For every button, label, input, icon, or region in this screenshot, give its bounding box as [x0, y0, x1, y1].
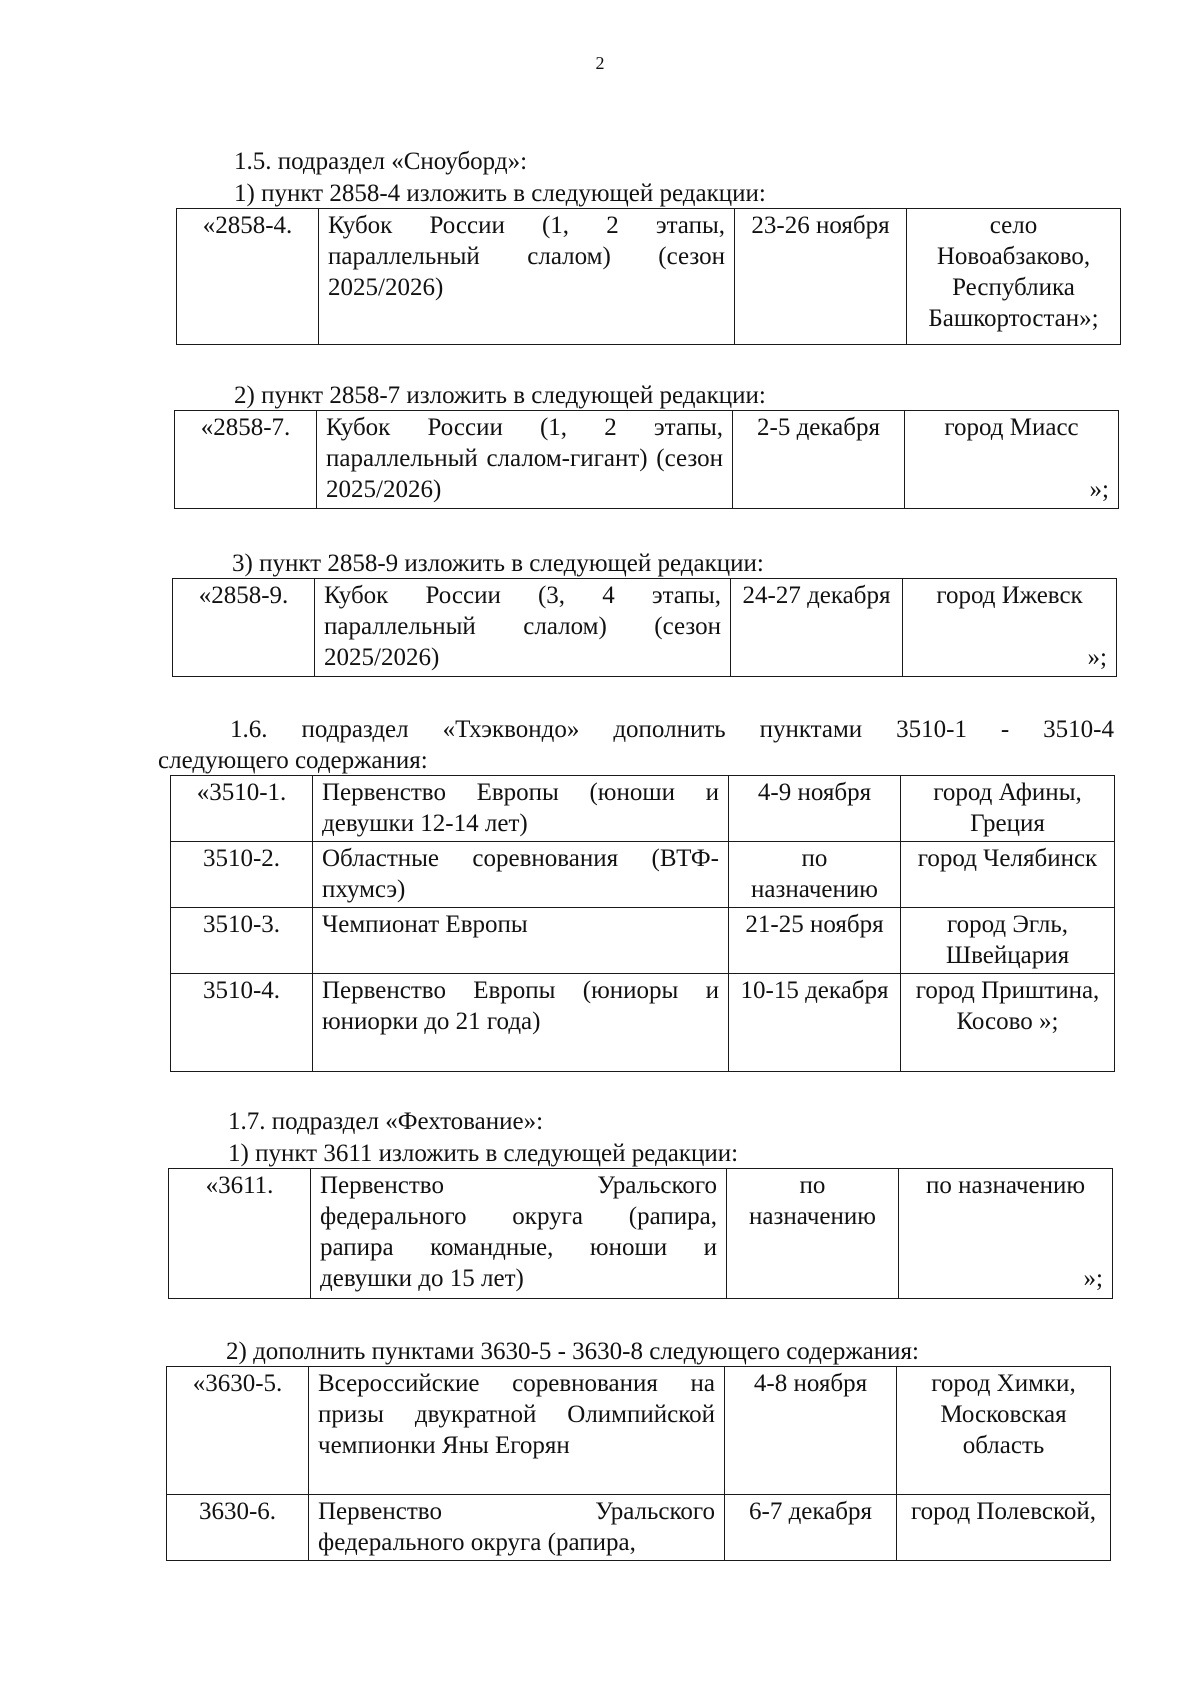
row-date: по назначению	[727, 1169, 899, 1299]
row-place: город Афины, Греция	[901, 776, 1115, 842]
table-row	[167, 1495, 1111, 1561]
item-intro: 2) дополнить пунктами 3630-5 - 3630-8 следующего содержания:	[226, 1338, 919, 1365]
row-number: 3510-4.	[171, 974, 313, 1072]
row-event: Кубок России (1, 2 этапы, параллельный слалом-гигант) (сезон 2025/2026)	[317, 411, 733, 509]
table-row	[171, 842, 1115, 908]
row-event: Кубок России (3, 4 этапы, параллельный слалом) (сезон 2025/2026)	[315, 579, 731, 677]
section-heading-taekwondo: 1.6. подраздел «Тхэквондо» дополнить пунктами 3510-1 - 3510-4	[230, 716, 1114, 743]
table-row	[171, 974, 1115, 1072]
table-row	[171, 908, 1115, 974]
closing-quote: »;	[1089, 476, 1109, 503]
table-row	[167, 1367, 1111, 1495]
row-number: 3630-6.	[167, 1495, 309, 1561]
entry-table-3510	[170, 775, 1115, 1072]
item-intro: 1) пункт 2858-4 изложить в следующей редакции:	[234, 180, 766, 207]
row-place: село Новоабзаково, Республика Башкортостан»;	[907, 209, 1121, 345]
place-text: город Миасс	[944, 414, 1079, 441]
row-event: Чемпионат Европы	[313, 908, 729, 974]
row-date: 4-8 ноября	[725, 1367, 897, 1495]
item-intro: 2) пункт 2858-7 изложить в следующей редакции:	[234, 382, 766, 409]
row-date: 2-5 декабря	[733, 411, 905, 509]
table-row	[175, 411, 1119, 509]
row-number: 3510-3.	[171, 908, 313, 974]
row-event: Первенство Уральского федерального округа (рапира, рапира командные, юноши и девушки до 15 лет)	[311, 1169, 727, 1299]
row-date: по назначению	[729, 842, 901, 908]
closing-quote: »;	[1083, 1265, 1103, 1292]
row-date: 10-15 декабря	[729, 974, 901, 1072]
row-place	[899, 1169, 1113, 1299]
row-event: Первенство Уральского федерального округа (рапира,	[309, 1495, 725, 1561]
section-heading-fencing: 1.7. подраздел «Фехтование»:	[228, 1108, 544, 1135]
row-place: город Химки, Московская область	[897, 1367, 1111, 1495]
row-date: 23-26 ноября	[735, 209, 907, 345]
row-place: город Челябинск	[901, 842, 1115, 908]
row-place	[905, 411, 1119, 509]
closing-quote: »;	[1087, 644, 1107, 671]
row-date: 24-27 декабря	[731, 579, 903, 677]
row-place: город Эгль, Швейцария	[901, 908, 1115, 974]
table-row	[177, 209, 1121, 345]
entry-table-2858-7	[174, 410, 1119, 509]
row-place: город Приштина, Косово »;	[901, 974, 1115, 1072]
row-event: Областные соревнования (ВТФ-пхумсэ)	[313, 842, 729, 908]
table-row	[169, 1169, 1113, 1299]
entry-table-2858-4	[176, 208, 1121, 345]
table-row	[171, 776, 1115, 842]
row-date: 6-7 декабря	[725, 1495, 897, 1561]
row-number: «3510-1.	[171, 776, 313, 842]
row-number: «2858-7.	[175, 411, 317, 509]
row-number: «3611.	[169, 1169, 311, 1299]
item-intro: 1) пункт 3611 изложить в следующей редакции:	[228, 1140, 739, 1167]
row-event: Кубок России (1, 2 этапы, параллельный слалом) (сезон 2025/2026)	[319, 209, 735, 345]
row-event: Первенство Европы (юниоры и юниорки до 21 года)	[313, 974, 729, 1072]
row-event: Всероссийские соревнования на призы двукратной Олимпийской чемпионки Яны Егорян	[309, 1367, 725, 1495]
row-date: 4-9 ноября	[729, 776, 901, 842]
page-number: 2	[595, 53, 605, 73]
row-place	[903, 579, 1117, 677]
entry-table-3630	[166, 1366, 1111, 1561]
place-text: город Ижевск	[936, 582, 1083, 609]
row-place: город Полевской,	[897, 1495, 1111, 1561]
row-number: 3510-2.	[171, 842, 313, 908]
table-row	[173, 579, 1117, 677]
section-heading-taekwondo-cont: следующего содержания:	[158, 747, 428, 774]
section-heading-snowboard: 1.5. подраздел «Сноуборд»:	[234, 148, 528, 175]
row-number: «3630-5.	[167, 1367, 309, 1495]
row-number: «2858-4.	[177, 209, 319, 345]
place-text: по назначению	[925, 1172, 1086, 1199]
row-number: «2858-9.	[173, 579, 315, 677]
item-intro: 3) пункт 2858-9 изложить в следующей редакции:	[232, 550, 764, 577]
entry-table-3611	[168, 1168, 1113, 1299]
row-date: 21-25 ноября	[729, 908, 901, 974]
entry-table-2858-9	[172, 578, 1117, 677]
row-event: Первенство Европы (юноши и девушки 12-14 лет)	[313, 776, 729, 842]
